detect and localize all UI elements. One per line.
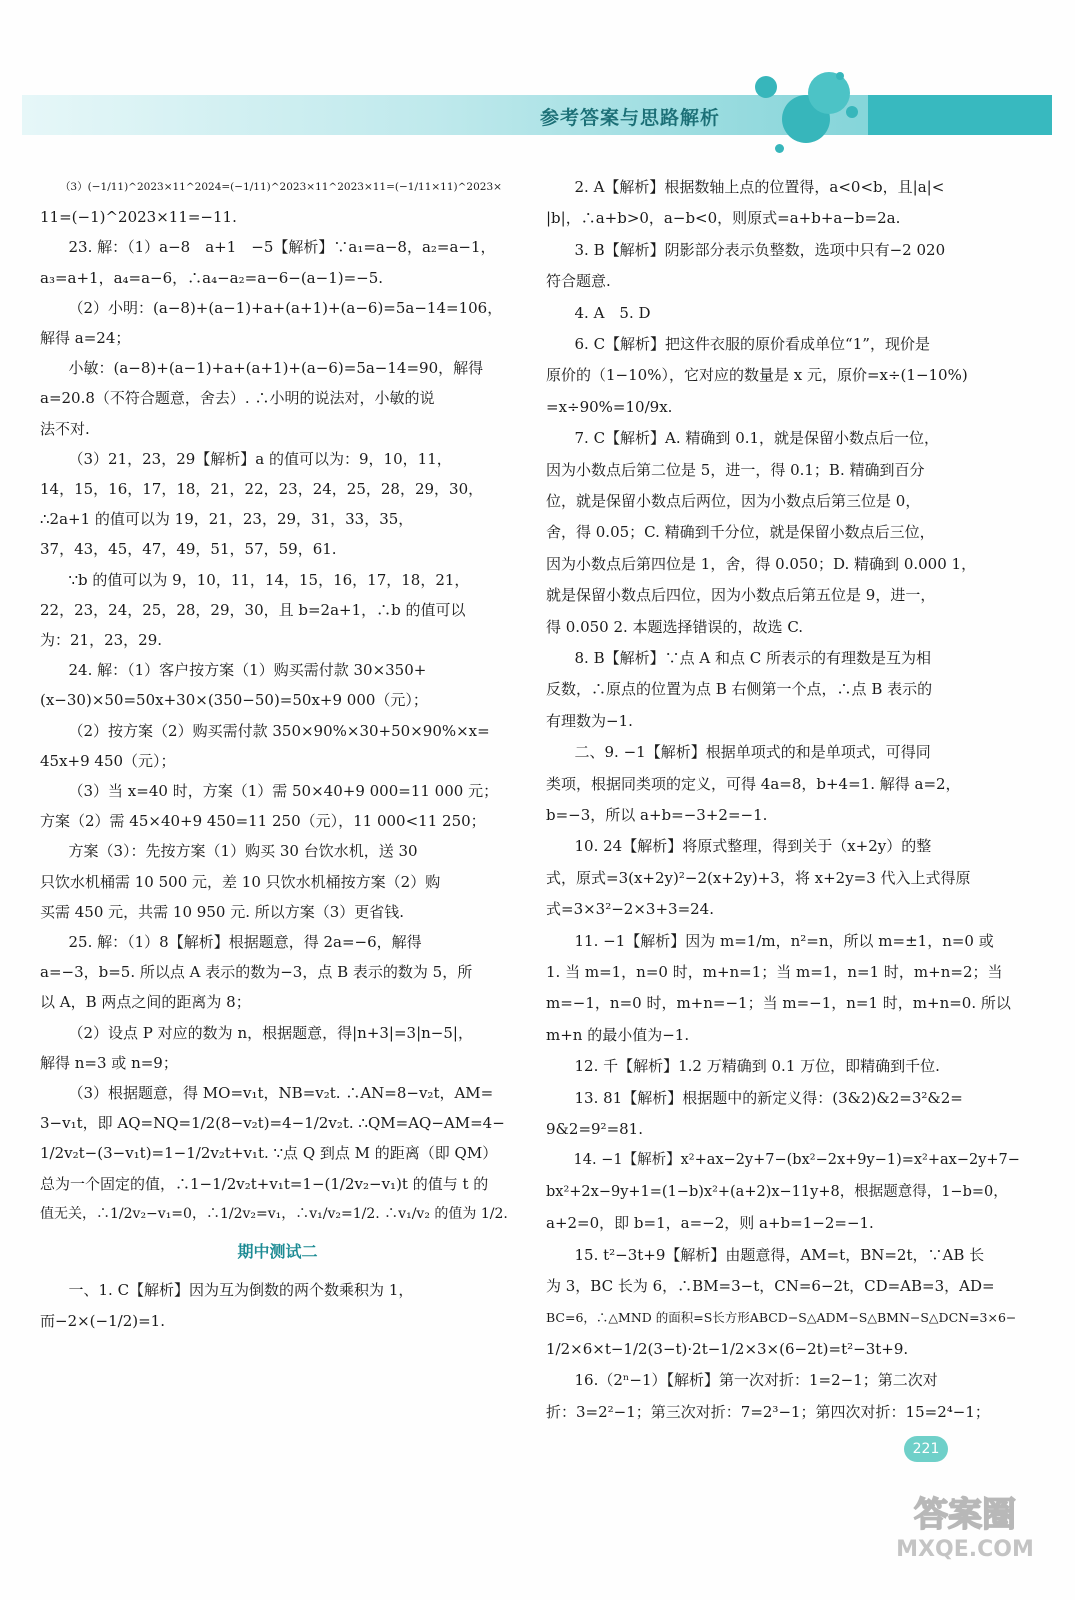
text-line: 解得 a=24；: [40, 329, 131, 347]
text-line: a=−3，b=5. 所以点 A 表示的数为−3，点 B 表示的数为 5，所: [40, 963, 473, 982]
text-line: 45x+9 450（元）；: [40, 751, 176, 770]
text-line: 为：21，23，29.: [40, 631, 163, 649]
text-line: 得 0.050 2. 本题选择错误的，故选 C.: [546, 617, 804, 636]
text-line: 法不对.: [40, 419, 90, 438]
text-line: 值无关，∴1/2v₂−v₁=0，∴1/2v₂=v₁，∴v₁/v₂=1/2. ∴v₁/v₂ 的值为 1/2.: [40, 1205, 508, 1222]
bubble-decoration: [775, 144, 784, 153]
header-banner-accent: [868, 95, 1052, 135]
text-line: 只饮水机桶需 10 500 元，差 10 只饮水机桶按方案（2）购: [40, 872, 441, 891]
text-line: （2）按方案（2）购买需付款 350×90%×30+50×90%×x=: [68, 721, 490, 740]
text-line: ∴2a+1 的值可以为 19，21，23，29，31，33，35，: [40, 510, 414, 529]
text-line: 类项，根据同类项的定义，可得 4a=8，b+4=1. 解得 a=2，: [546, 774, 961, 793]
text-line: 6. C【解析】把这件衣服的原价看成单位“1”，现价是: [574, 335, 930, 353]
text-line: 因为小数点后第二位是 5，进一，得 0.1；B. 精确到百分: [546, 460, 925, 479]
text-line: 14，15，16，17，18，21，22，23，24，25，28，29，30，: [40, 480, 484, 498]
text-line: 23. 解：（1）a−8 a+1 −5【解析】∵a₁=a−8，a₂=a−1，: [68, 238, 496, 257]
text-line: a=20.8（不符合题意，舍去）. ∴小明的说法对，小敏的说: [40, 389, 435, 408]
text-line: 15. t²−3t+9【解析】由题意得，AM=t，BN=2t，∵AB 长: [574, 1245, 985, 1264]
text-line: 而−2×(−1/2)=1.: [40, 1312, 165, 1330]
text-line: |b|，∴a+b>0，a−b<0，则原式=a+b+a−b=2a.: [546, 209, 901, 228]
bubble-decoration: [755, 76, 777, 98]
section-heading: 期中测试二: [237, 1242, 318, 1261]
text-line: 折：3=2²−1；第三次对折：7=2³−1；第四次对折：15=2⁴−1；: [546, 1402, 990, 1421]
text-line: 一、1. C【解析】因为互为倒数的两个数乘积为 1，: [68, 1281, 414, 1299]
text-line: BC=6，∴△MND 的面积=S长方形ABCD−S△ADM−S△BMN−S△DCN=3×6−: [546, 1310, 1017, 1326]
text-line: （3）根据题意，得 MO=v₁t，NB=v₂t. ∴AN=8−v₂t，AM=: [68, 1084, 494, 1102]
text-line: 37，43，45，47，49，51，57，59，61.: [40, 540, 337, 559]
text-line: （2）小明：(a−8)+(a−1)+a+(a+1)+(a−6)=5a−14=106，: [68, 298, 503, 317]
page-number: 221: [904, 1436, 948, 1462]
text-line: 有理数为−1.: [546, 711, 633, 730]
text-line: a₃=a+1，a₄=a−6，∴a₄−a₂=a−6−(a−1)=−5.: [40, 268, 384, 287]
text-line: 1. 当 m=1，n=0 时，m+n=1；当 m=1，n=1 时，m+n=2；当: [546, 963, 1003, 981]
watermark-url: MXQE.COM: [896, 1537, 1034, 1562]
text-line: a+2=0，即 b=1，a=−2，则 a+b=1−2=−1.: [546, 1214, 874, 1233]
text-line: 小敏：(a−8)+(a−1)+a+(a+1)+(a−6)=5a−14=90，解得: [68, 359, 484, 378]
text-line: ∵b 的值可以为 9，10，11，14，15，16，17，18，21，: [68, 570, 470, 589]
text-line: 25. 解：（1）8【解析】根据题意，得 2a=−6，解得: [68, 933, 422, 951]
text-line: 10. 24【解析】将原式整理，得到关于（x+2y）的整: [574, 837, 932, 856]
text-line: 式=3×3²−2×3+3=24.: [546, 900, 714, 919]
text-line: 1/2v₂t−(3−v₁t)=1−1/2v₂t+v₁t. ∵点 Q 到点 M 的距离（即 QM）: [40, 1144, 498, 1163]
text-line: 12. 千【解析】1.2 万精确到 0.1 万位，即精确到千位.: [574, 1057, 940, 1076]
text-line: 22，23，24，25，28，29，30，且 b=2a+1，∴b 的值可以: [40, 600, 466, 619]
text-line: （3）21，23，29【解析】a 的值可以为：9，10，11，: [68, 449, 452, 468]
text-line: m+n 的最小值为−1.: [546, 1025, 690, 1044]
header-title: 参考答案与思路解析: [540, 107, 721, 129]
text-line: 3. B【解析】阴影部分表示负整数，选项中只有−2 020: [574, 240, 946, 259]
text-line: 总为一个固定的值，∴1−1/2v₂t+v₁t=1−(1/2v₂−v₁)t 的值与 t 的: [40, 1174, 489, 1193]
text-line: 7. C【解析】A. 精确到 0.1，就是保留小数点后一位，: [574, 429, 940, 448]
text-line: 方案（2）需 45×40+9 450=11 250（元），11 000<11 250；: [40, 812, 486, 831]
text-line: 方案（3）：先按方案（1）购买 30 台饮水机，送 30: [68, 842, 418, 861]
watermark-logo: [870, 1488, 1060, 1563]
text-line: 舍，得 0.05；C. 精确到千分位，就是保留小数点后三位，: [546, 523, 935, 542]
bubble-decoration: [836, 72, 844, 80]
text-line: 以 A，B 两点之间的距离为 8；: [40, 993, 251, 1012]
text-line: 就是保留小数点后四位，因为小数点后第五位是 9，进一，: [546, 586, 936, 605]
bubble-decoration: [846, 106, 858, 118]
text-line: 解得 n=3 或 n=9；: [40, 1053, 178, 1072]
text-line: （3）(−1/11)^2023×11^2024=(−1/11)^2023×11^2023×11=(−1/11×11)^2023×: [59, 181, 502, 193]
text-line: 原价的（1−10%），它对应的数量是 x 元，原价=x÷(1−10%): [546, 366, 968, 385]
text-line: 反数，∴原点的位置为点 B 右侧第一个点，∴点 B 表示的: [546, 680, 933, 699]
bubble-decoration: [808, 72, 850, 114]
text-line: 位，就是保留小数点后两位，因为小数点后第三位是 0，: [546, 492, 921, 510]
text-line: 11=(−1)^2023×11=−11.: [40, 208, 237, 227]
text-line: m=−1，n=0 时，m+n=−1；当 m=−1，n=1 时，m+n=0. 所以: [546, 994, 1011, 1013]
text-line: 24. 解：（1）客户按方案（1）购买需付款 30×350+: [68, 661, 427, 680]
text-line: 式，原式=3(x+2y)²−2(x+2y)+3，将 x+2y=3 代入上式得原: [546, 868, 971, 887]
text-line: 13. 81【解析】根据题中的新定义得：(3&2)&2=3²&2=: [574, 1088, 963, 1107]
text-line: （3）当 x=40 时，方案（1）需 50×40+9 000=11 000 元；: [68, 782, 499, 800]
text-line: 买需 450 元，共需 10 950 元. 所以方案（3）更省钱.: [40, 902, 405, 921]
text-line: 4. A 5. D: [574, 303, 651, 322]
text-line: 3−v₁t，即 AQ=NQ=1/2(8−v₂t)=4−1/2v₂t. ∴QM=AQ−AM=4−: [40, 1114, 505, 1133]
text-line: 二、9. −1【解析】根据单项式的和是单项式，可得同: [574, 743, 931, 762]
text-line: 因为小数点后第四位是 1，舍，得 0.050；D. 精确到 0.000 1，: [546, 554, 977, 573]
text-line: 1/2×6×t−1/2(3−t)·2t−1/2×3×(6−2t)=t²−3t+9.: [546, 1339, 909, 1358]
text-line: 为 3，BC 长为 6，∴BM=3−t，CN=6−2t，CD=AB=3，AD=: [546, 1277, 995, 1295]
text-line: bx²+2x−9y+1=(1−b)x²+(a+2)x−11y+8，根据题意得，1−b=0，: [546, 1183, 1008, 1200]
text-line: (x−30)×50=50x+30×(350−50)=50x+9 000（元）；: [40, 691, 428, 710]
text-line: 14. −1【解析】x²+ax−2y+7−(bx²−2x+9y−1)=x²+ax−2y+7−: [573, 1152, 1020, 1169]
text-line: 9&2=9²=81.: [546, 1120, 643, 1138]
text-line: 11. −1【解析】因为 m=1/m，n²=n，所以 m=±1，n=0 或: [574, 931, 994, 950]
text-line: 符合题意.: [546, 272, 611, 291]
text-line: =x÷90%=10/9x.: [546, 397, 673, 416]
watermark-title: 答案圈: [914, 1495, 1016, 1535]
text-line: 16.（2ⁿ−1）【解析】第一次对折：1=2−1；第二次对: [574, 1371, 938, 1390]
text-line: （2）设点 P 对应的数为 n，根据题意，得|n+3|=3|n−5|，: [68, 1023, 473, 1042]
text-line: 8. B【解析】∵点 A 和点 C 所表示的有理数是互为相: [574, 649, 931, 667]
text-line: 2. A【解析】根据数轴上点的位置得，a<0<b，且|a|<: [574, 178, 945, 196]
text-line: b=−3，所以 a+b=−3+2=−1.: [546, 806, 768, 824]
